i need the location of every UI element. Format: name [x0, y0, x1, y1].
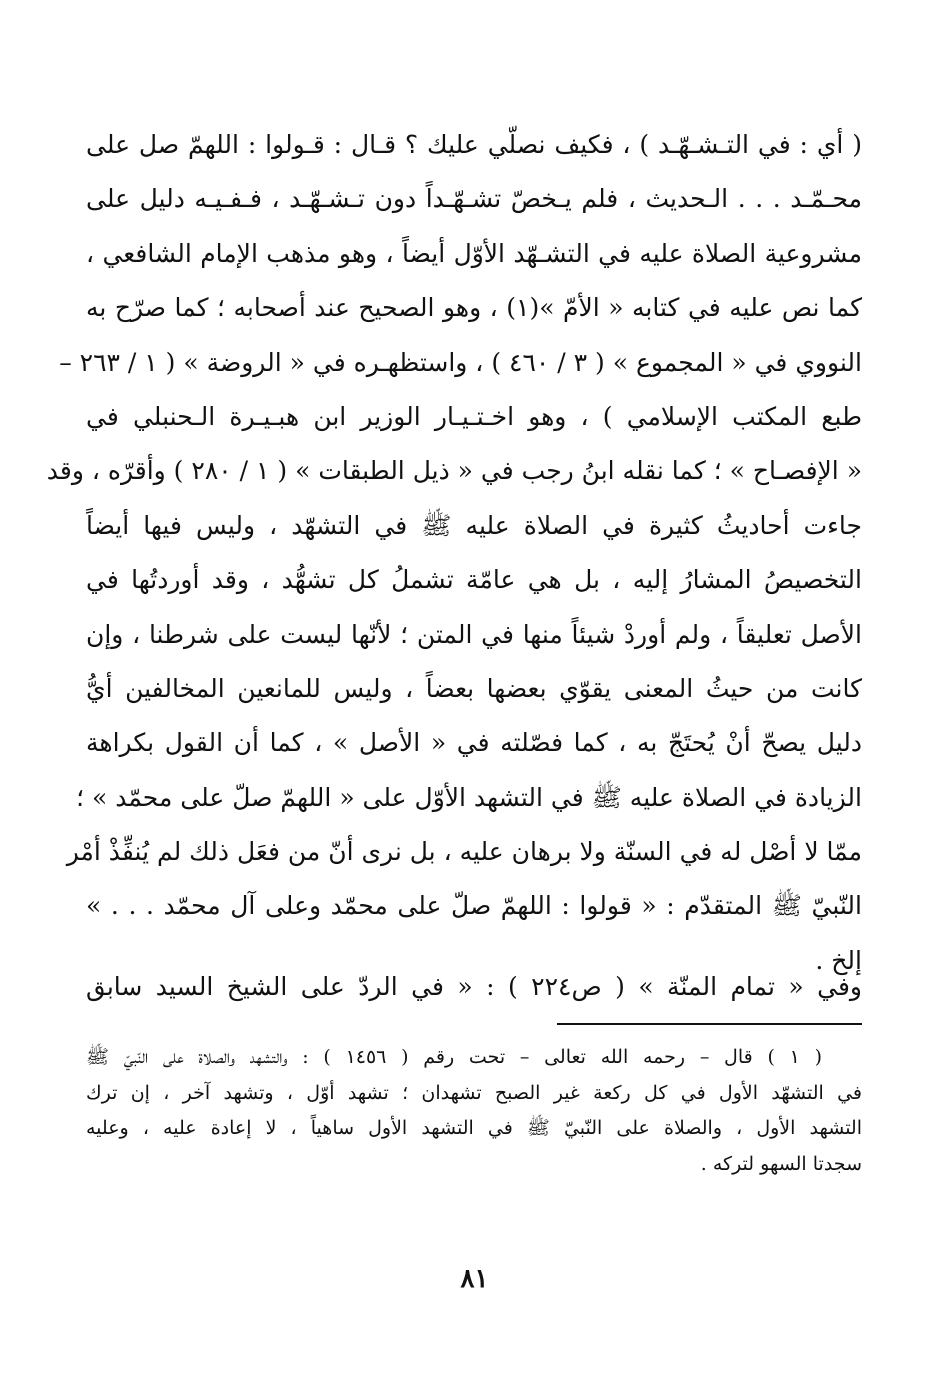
text-line: دليل يصحّ أنْ يُحتَجّ به ، كما فصّلته في « الأصل » ، كما أن القول بكراهة	[86, 728, 862, 758]
closing-paragraph	[86, 960, 862, 1014]
text-line: إلخ .	[815, 945, 862, 975]
text-line: جاءت أحاديثُ كثيرة في الصلاة عليه ﷺ في التشهّد ، وليس فيها أيضاً	[86, 510, 862, 540]
text-line: مشروعية الصلاة عليه في التشـهّد الأوّل أيضاً ، وهو مذهب الإمام الشافعي ،	[86, 238, 862, 268]
text-line: وفي « تمام المنّة » ( ص٢٢٤ ) : « في الردّ على الشيخ السيد سابق	[86, 972, 862, 1001]
main-paragraph	[46, 118, 862, 988]
text-line: الزيادة في الصلاة عليه ﷺ في التشهد الأوّل على « اللهمّ صلّ على محمّد » ؛	[76, 782, 862, 812]
text-line: طبع المكتب الإسلامي ) ، وهو اخـتـيـار الوزير ابن هبـيـرة الـحنبلي في	[86, 401, 862, 431]
text-line: الأصل تعليقاً ، ولم أوردْ شيئاً منها في المتن ؛ لأنّها ليست على شرطنا ، وإن	[86, 619, 862, 649]
footnote-separator	[557, 1023, 862, 1025]
text-line: النّبيّ ﷺ المتقدّم : « قولوا : اللهمّ صلّ على محمّد وعلى آل محمّد . . . »	[86, 891, 862, 921]
text-line: « الإفصـاح » ؛ كما نقله ابنُ رجب في « ذيل الطبقات » ( ١ / ٢٨٠ ) وأقرّه ، وقد	[46, 456, 862, 486]
footnote-line: التشهد الأول ، والصلاة على النّبيّ ﷺ في التشهد الأول ساهياً ، لا إعادة عليه ، وعليه	[86, 1117, 862, 1139]
text-line: ( أي : في التـشـهّـد ) ، فكيف نصلّي عليك ؟ قـال : قـولوا : اللهمّ صل على	[86, 130, 862, 159]
page-number: ٨١	[460, 1264, 489, 1294]
text-line: كانت من حيثُ المعنى يقوّي بعضها بعضاً ، وليس للمانعين المخالفين أيُّ	[86, 673, 862, 703]
footnote-line: سجدتا السهو لتركه .	[700, 1152, 862, 1175]
text-line: ممّا لا أصْل له في السنّة ولا برهان عليه ، بل نرى أنّ من فعَل ذلك لم يُنفِّذْ أمْر	[66, 837, 862, 867]
footnote-line: ( ١ ) قال – رحمه الله تعالى – تحت رقم ( ١٤٥٦ ) : والتشهد والصلاة على النّبيّ ﷺ	[86, 1046, 822, 1068]
text-line: النووي في « المجموع » ( ٣ / ٤٦٠ ) ، واستظهـره في « الروضة » ( ١ / ٢٦٣ –	[59, 347, 862, 377]
footnote	[86, 1040, 862, 1182]
text-line: كما نص عليه في كتابه « الأمّ »(١) ، وهو الصحيح عند أصحابه ؛ كما صرّح به	[86, 293, 862, 323]
text-line: محـمّـد . . . الـحديث ، فلم يـخصّ تشـهّـداً دون تـشـهّـد ، فـفـيـه دليل على	[86, 184, 862, 214]
footnote-line: في التشهّد الأول في كل ركعة غير الصبح تشهدان ؛ تشهد أوّل ، وتشهد آخر ، إن ترك	[86, 1081, 862, 1104]
text-line: التخصيصُ المشارُ إليه ، بل هي عامّة تشملُ كل تشهُّد ، وقد أوردتُها في	[86, 565, 862, 595]
